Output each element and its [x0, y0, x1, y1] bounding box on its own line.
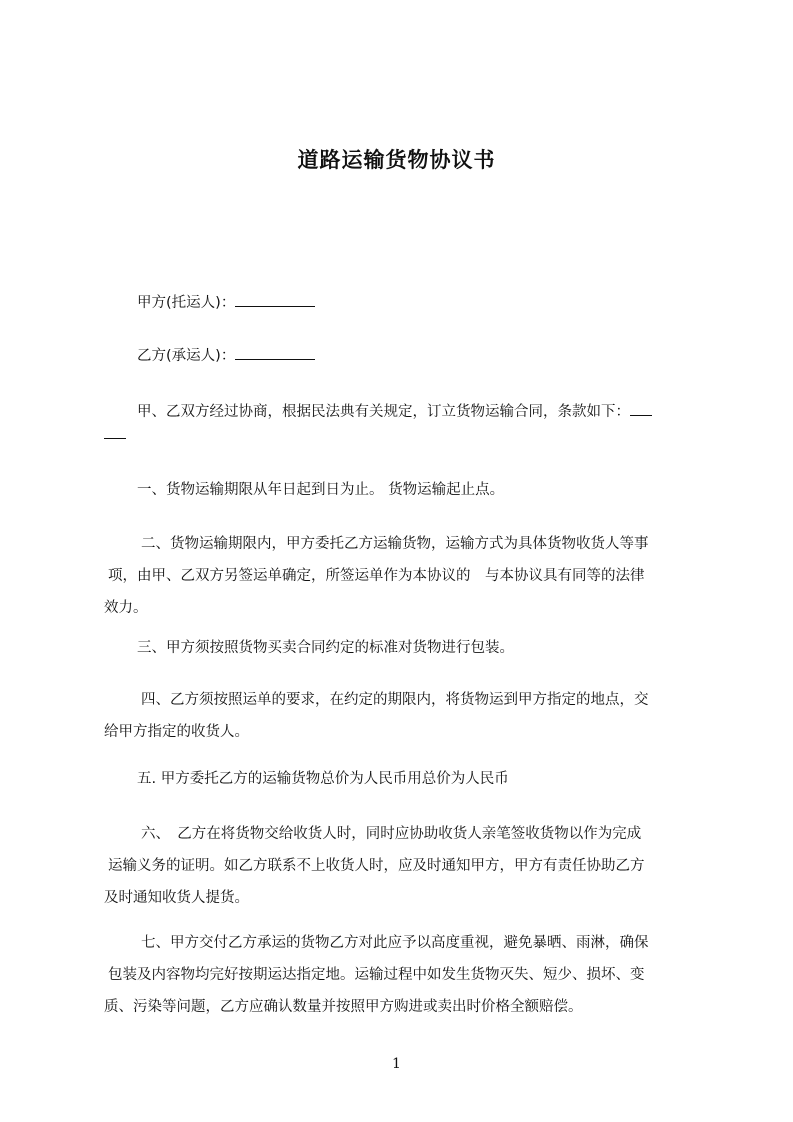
clause-7 — [104, 927, 704, 1023]
clause-2-line-2: 项，由甲、乙双方另签运单确定，所签运单作为本协议的 与本协议具有同等的法律 — [108, 568, 645, 584]
clause-2-line-1: 二、货物运输期限内，甲方委托乙方运输货物，运输方式为具体货物收货人等事 — [141, 536, 649, 552]
party-a-line — [137, 292, 315, 313]
preamble — [137, 401, 652, 422]
clause-6-line-1: 六、 乙方在将货物交给收货人时，同时应协助收货人亲笔签收货物以作为完成 — [141, 826, 642, 842]
clause-4 — [104, 684, 704, 748]
clause-6-line-3: 及时通知收货人提货。 — [104, 890, 249, 906]
clause-4-line-2: 给甲方指定的收货人。 — [104, 724, 249, 740]
clause-7-line-2: 包装及内容物均完好按期运达指定地。运输过程中如发生货物灭失、短少、损坏、变 — [108, 967, 645, 983]
preamble-text: 甲、乙双方经过协商，根据民法典有关规定，订立货物运输合同，条款如下： — [137, 404, 630, 420]
clause-3: 三、甲方须按照货物买卖合同约定的标准对货物进行包装。 — [137, 640, 514, 656]
party-b-blank — [235, 345, 315, 360]
clause-5: 五. 甲方委托乙方的运输货物总价为人民币用总价为人民币 — [137, 771, 509, 787]
clause-2-line-3: 效力。 — [104, 600, 148, 616]
party-a-blank — [235, 292, 315, 307]
preamble-continuation — [104, 424, 126, 445]
document-title: 道路运输货物协议书 — [297, 148, 496, 172]
clause-7-line-3: 质、污染等问题，乙方应确认数量并按照甲方购进或卖出时价格全额赔偿。 — [104, 999, 583, 1015]
clause-4-line-1: 四、乙方须按照运单的要求，在约定的期限内，将货物运到甲方指定的地点，交 — [141, 692, 649, 708]
clause-7-line-1: 七、甲方交付乙方承运的货物乙方对此应予以高度重视，避免暴晒、雨淋，确保 — [141, 935, 649, 951]
clause-6 — [104, 818, 704, 914]
clause-2 — [104, 528, 704, 624]
preamble-blank-2 — [104, 424, 126, 439]
clause-6-line-2: 运输义务的证明。如乙方联系不上收货人时，应及时通知甲方，甲方有责任协助乙方 — [108, 858, 645, 874]
party-a-label: 甲方(托运人)： — [137, 295, 236, 311]
clause-1: 一、货物运输期限从年日起到日为止。 货物运输起止点。 — [137, 482, 505, 498]
page-number: 1 — [392, 1056, 401, 1072]
party-b-line — [137, 345, 315, 366]
preamble-blank-1 — [630, 401, 652, 416]
party-b-label: 乙方(承运人)： — [137, 348, 236, 364]
